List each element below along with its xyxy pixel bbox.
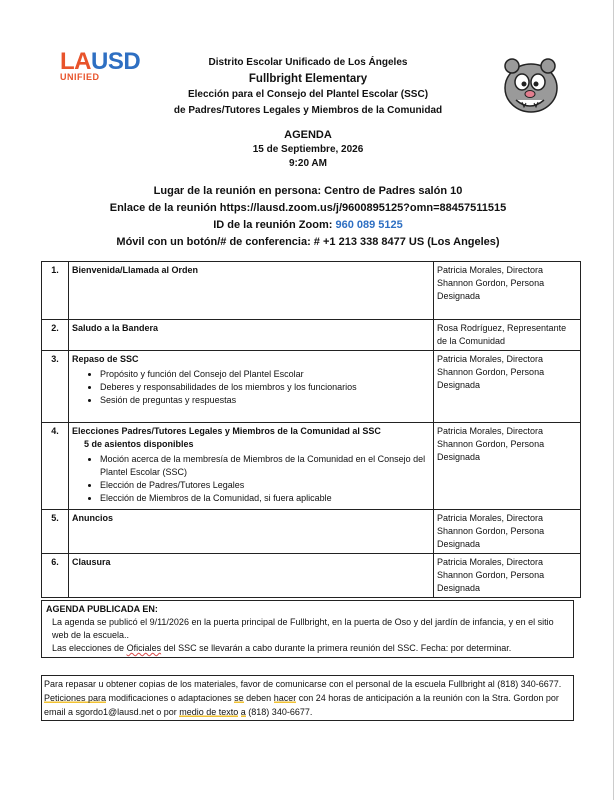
- zoom-id-label: ID de la reunión Zoom:: [213, 219, 336, 231]
- item-title: Anuncios: [72, 513, 114, 523]
- list-item: • Propósito y función del Consejo del Plantel Escolar: [100, 368, 430, 381]
- item-bullets: [88, 453, 430, 505]
- panther-mascot-icon: [498, 52, 564, 118]
- grammar-highlight: hacer: [273, 693, 297, 703]
- published-title: AGENDA PUBLICADA EN:: [46, 604, 158, 614]
- item-title: Clausura: [72, 557, 111, 567]
- meeting-link[interactable]: Enlace de la reunión https://lausd.zoom.us/j/9600895125?omn=88457511515: [109, 202, 507, 214]
- lausd-logo: [60, 50, 156, 92]
- list-item: • Sesión de preguntas y respuestas: [100, 394, 430, 407]
- item-number: 1.: [42, 262, 69, 320]
- list-item: • Elección de Padres/Tutores Legales: [100, 479, 430, 492]
- item-number: 6.: [42, 554, 69, 598]
- item-bullets: [88, 368, 430, 407]
- table-row: [42, 351, 581, 423]
- agenda-table: [41, 261, 581, 598]
- spellcheck-word: Oficiales: [126, 643, 162, 653]
- published-box: [41, 600, 574, 658]
- published-line2: [52, 642, 569, 655]
- zoom-id-value[interactable]: 960 089 5125: [335, 219, 403, 231]
- contact-text: modificaciones o adaptaciones: [106, 693, 235, 703]
- contact-text: Para repasar u obtener copias de los materiales, favor de comunicarse con el personal de la escuela Fullbright al (818) 340-6677.: [44, 679, 562, 689]
- logo-la: LA: [60, 48, 91, 75]
- published-text: Las elecciones de: [52, 643, 127, 653]
- grammar-highlight: se: [234, 693, 244, 703]
- table-row: [42, 320, 581, 351]
- election-title-line2: de Padres/Tutores Legales y Miembros de la Comunidad: [173, 105, 443, 116]
- item-presenter: Patricia Morales, Directora Shannon Gordon, Persona Designada: [434, 554, 581, 598]
- agenda-heading: [0, 128, 616, 172]
- item-subtitle: 5 de asientos disponibles: [84, 439, 194, 449]
- table-row: [42, 262, 581, 320]
- table-row: [42, 423, 581, 510]
- item-number: 2.: [42, 320, 69, 351]
- meeting-location: Lugar de la reunión en persona: Centro de Padres salón 10: [153, 185, 463, 197]
- contact-text: (818) 340-6677.: [245, 707, 313, 717]
- item-presenter: Rosa Rodríguez, Representante de la Comunidad: [434, 320, 581, 351]
- logo-unified: UNIFIED: [60, 72, 100, 82]
- item-title: Repaso de SSC: [72, 354, 139, 364]
- table-row: [42, 510, 581, 554]
- agenda-title: AGENDA: [284, 129, 332, 141]
- contact-text: deben: [243, 693, 274, 703]
- agenda-time: 9:20 AM: [289, 158, 327, 169]
- item-presenter: Patricia Morales, Directora Shannon Gordon, Persona Designada: [434, 351, 581, 423]
- item-title: Bienvenida/Llamada al Orden: [72, 265, 199, 275]
- published-text: del SSC se llevarán a cabo durante la primera reunión del SSC. Fecha: por determinar.: [161, 643, 512, 653]
- grammar-highlight: a: [240, 707, 246, 717]
- item-presenter: Patricia Morales, Directora Shannon Gordon, Persona Designada: [434, 510, 581, 554]
- grammar-highlight: medio de texto: [179, 707, 239, 717]
- document-header: [150, 55, 466, 119]
- list-item: • Elección de Miembros de la Comunidad, si fuera aplicable: [100, 492, 430, 505]
- contact-box: [41, 675, 574, 721]
- school-name: Fullbright Elementary: [248, 73, 368, 85]
- list-item: • Moción acerca de la membresía de Miembros de la Comunidad en el Consejo del Plantel Escolar (SSC): [100, 453, 430, 479]
- agenda-date: 15 de Septiembre, 2026: [252, 143, 364, 155]
- contact-text: con 24 horas de anticipación a la reunión con la Stra. Gordon por email a sgordo1@lausd.net o por: [44, 693, 559, 717]
- item-title: Elecciones Padres/Tutores Legales y Miembros de la Comunidad al SSC: [72, 426, 381, 436]
- table-row: [42, 554, 581, 598]
- published-line1: La agenda se publicó el 9/11/2026 en la puerta principal de Fullbright, en la puerta de Oso y del jardín de infancia, y en el sitio web de la escuela..: [52, 617, 554, 640]
- grammar-highlight: Peticiones para: [44, 693, 107, 703]
- logo-usd: USD: [91, 48, 141, 75]
- meeting-info: [0, 183, 616, 251]
- item-title: Saludo a la Bandera: [72, 323, 159, 333]
- item-number: 3.: [42, 351, 69, 423]
- election-title-line1: Elección para el Consejo del Plantel Escolar (SSC): [187, 89, 429, 100]
- item-number: 4.: [42, 423, 69, 510]
- list-item: • Deberes y responsabilidades de los miembros y los funcionarios: [100, 381, 430, 394]
- zoom-id-line: [0, 217, 616, 234]
- mobile-dial: Móvil con un botón/# de conferencia: # +1 213 338 8477 US (Los Angeles): [116, 236, 500, 248]
- district-name: Distrito Escolar Unificado de Los Ángeles: [208, 57, 408, 68]
- item-presenter: Patricia Morales, Directora Shannon Gordon, Persona Designada: [434, 423, 581, 510]
- item-number: 5.: [42, 510, 69, 554]
- item-presenter: Patricia Morales, Directora Shannon Gordon, Persona Designada: [434, 262, 581, 320]
